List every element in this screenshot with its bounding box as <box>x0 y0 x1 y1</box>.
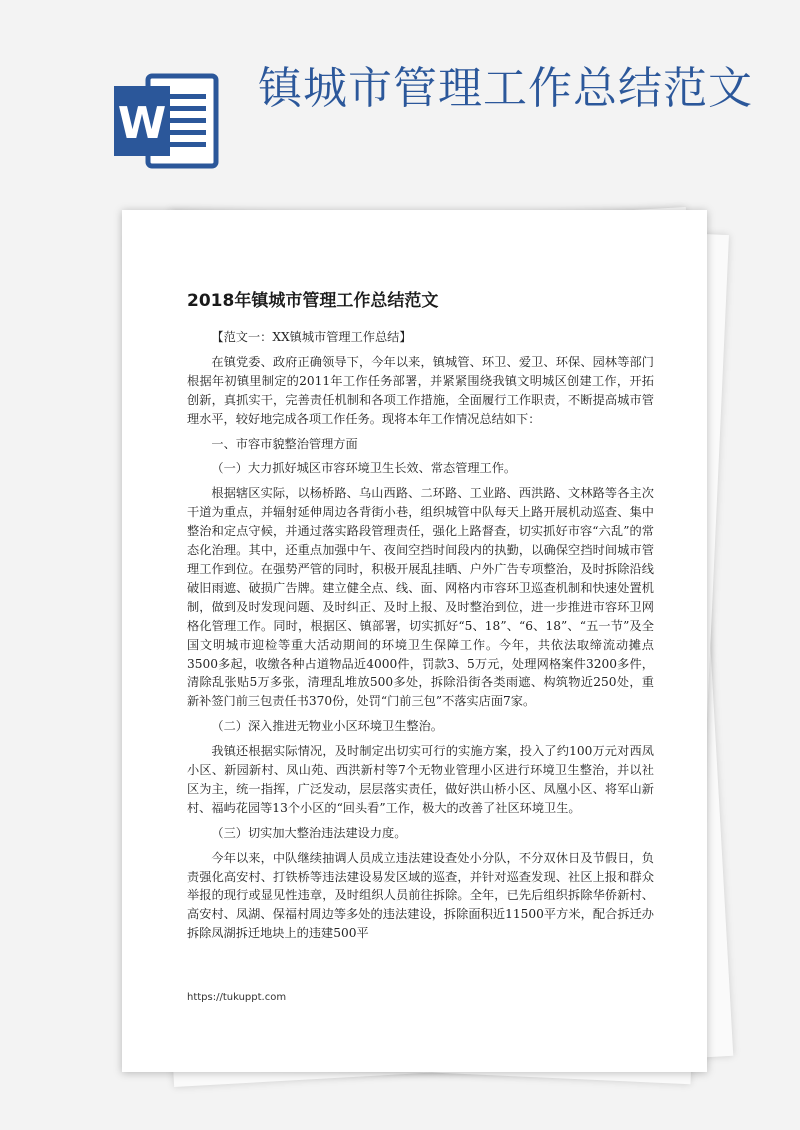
subheading-2: （二）深入推进无物业小区环境卫生整治。 <box>211 719 443 734</box>
document-page <box>122 210 707 1072</box>
footer-url[interactable]: https://tukuppt.com <box>187 992 287 1003</box>
paragraph-3: 今年以来，中队继续抽调人员成立违法建设查处小分队，不分双休日及节假日，负责强化高安村、打铁桥等违法建设易发区域的巡查，并针对巡查发现、社区上报和群众举报的现行或显见性违章，及时组织人员前往拆除。全年，已先后组织拆除华侨新村、高安村、凤湖、保福村周边等多处的违法建设，拆除面积近11500平方米，配合拆迁办拆除凤湖拆迁地块上的违建500平 <box>187 850 654 941</box>
subheading-3: （三）切实加大整治违法建设力度。 <box>211 825 407 840</box>
document-title: 2018年镇城市管理工作总结范文 <box>187 291 439 311</box>
page-title: 镇城市管理工作总结范文 <box>258 63 753 114</box>
subheading-1: （一）大力抓好城区市容环境卫生长效、常态管理工作。 <box>211 461 517 476</box>
document-body <box>187 328 654 949</box>
paragraph-1: 根据辖区实际，以杨桥路、乌山西路、二环路、工业路、西洪路、文林路等各主次干道为重点，并辐射延伸周边各背街小巷，组织城管中队每天上路开展机动巡查、集中整治和定点守候，并通过落实路段管理责任，强化上路督查，切实抓好市容“六乱”的常态化治理。其中，还重点加强中午、夜间空挡时间段内的执勤，以确保空挡时间城市管理工作到位。在强势严管的同时，积极开展乱挂晒、户外广告专项整治，及时拆除沿线破旧雨遮、破损广告牌。建立健全点、线、面、网格内市容环卫巡查机制和快速处置机制，做到及时发现问题、及时纠正、及时上报、及时整治到位，进一步推进市容环卫网格化管理工作。同时，根据区、镇部署，切实抓好“5、18”、“6、18”、“五一节”及全国文明城市迎检等重大活动期间的环境卫生保障工作。今年，共依法取缔流动摊点3500多起，收缴各种占道物品近4000件，罚款3、5万元，处理网格案件3200多件，清除乱张贴5万多张，清理乱堆放500多处，拆除沿街各类雨遮、构筑物近250处，重新补签门前三包责任书370份，处罚“门前三包”不落实店面7家。 <box>187 486 654 709</box>
header-banner <box>0 0 800 205</box>
heading-1: 一、市容市貌整治管理方面 <box>211 436 358 451</box>
section-label: 【范文一：XX镇城市管理工作总结】 <box>211 330 412 344</box>
svg-text:W: W <box>117 98 167 149</box>
paragraph-2: 我镇还根据实际情况，及时制定出切实可行的实施方案，投入了约100万元对西凤小区、新园新村、凤山苑、西洪新村等7个无物业管理小区进行环境卫生整治，并以社区为主，统一指挥，广泛发动，层层落实责任，做好洪山桥小区、凤凰小区、将军山新村、福屿花园等13个小区的“回头看”工作，极大的改善了社区环境卫生。 <box>187 744 654 815</box>
word-document-icon <box>110 72 220 170</box>
intro-paragraph: 在镇党委、政府正确领导下，今年以来，镇城管、环卫、爱卫、环保、园林等部门根据年初镇里制定的2011年工作任务部署，并紧紧围绕我镇文明城区创建工作，开拓创新，真抓实干，完善责任机制和各项工作措施，全面履行工作职责，不断提高城市管理水平，较好地完成各项工作任务。现将本年工作情况总结如下： <box>187 354 654 426</box>
